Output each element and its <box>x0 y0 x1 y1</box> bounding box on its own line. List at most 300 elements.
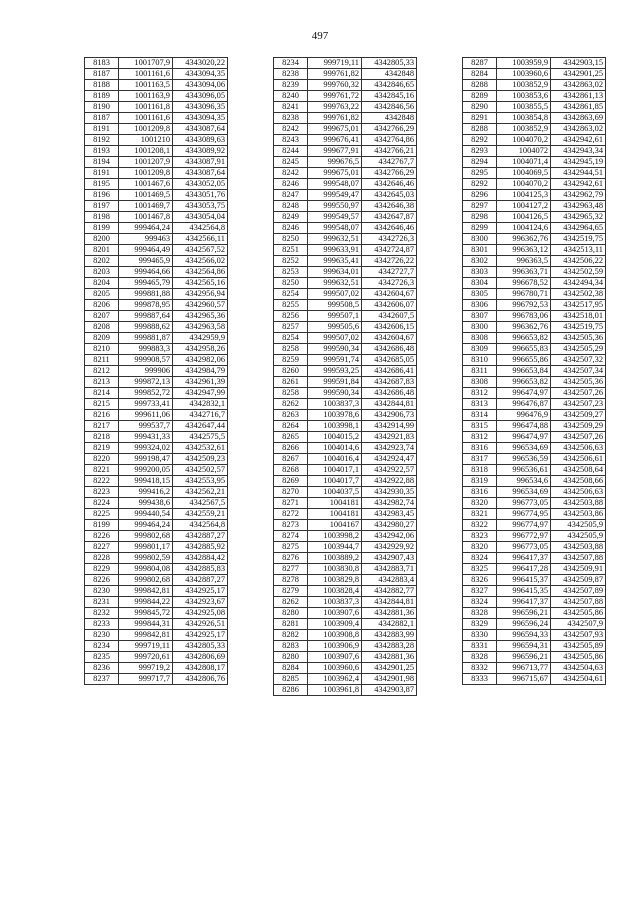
table-row <box>463 168 606 179</box>
y-coordinate-cell: 4342687,83 <box>362 377 417 388</box>
table-row <box>463 267 606 278</box>
table-row <box>274 465 417 476</box>
table-row <box>463 542 606 553</box>
x-coordinate-cell: 999719,2 <box>119 663 173 674</box>
point-number-cell: 8188 <box>85 80 119 91</box>
table-row <box>85 564 228 575</box>
point-number-cell: 8262 <box>274 597 308 608</box>
x-coordinate-cell: 999549,57 <box>308 212 362 223</box>
coordinates-table-1 <box>84 57 228 685</box>
y-coordinate-cell: 4342505,86 <box>551 608 606 619</box>
point-number-cell: 8318 <box>463 465 497 476</box>
y-coordinate-cell: 4342766,29 <box>362 124 417 135</box>
x-coordinate-cell: 1001707,9 <box>119 58 173 69</box>
table-row <box>463 520 606 531</box>
y-coordinate-cell: 4342926,51 <box>173 619 228 630</box>
x-coordinate-cell: 999883,3 <box>119 344 173 355</box>
x-coordinate-cell: 999675,01 <box>308 168 362 179</box>
x-coordinate-cell: 996415,37 <box>497 575 551 586</box>
x-coordinate-cell: 999440,54 <box>119 509 173 520</box>
table-row <box>463 586 606 597</box>
point-number-cell: 8197 <box>85 201 119 212</box>
y-coordinate-cell: 4342963,58 <box>173 322 228 333</box>
y-coordinate-cell: 4342517,95 <box>551 300 606 311</box>
y-coordinate-cell: 4342921,83 <box>362 432 417 443</box>
point-number-cell: 8314 <box>463 410 497 421</box>
y-coordinate-cell: 4342903,15 <box>551 58 606 69</box>
x-coordinate-cell: 1003908,8 <box>308 630 362 641</box>
x-coordinate-cell: 996774,97 <box>497 520 551 531</box>
table-row <box>274 531 417 542</box>
y-coordinate-cell: 4342686,48 <box>362 344 417 355</box>
point-number-cell: 8254 <box>274 289 308 300</box>
table-row <box>463 223 606 234</box>
point-number-cell: 8288 <box>463 80 497 91</box>
point-number-cell: 8249 <box>274 212 308 223</box>
x-coordinate-cell: 999719,11 <box>308 58 362 69</box>
point-number-cell: 8309 <box>463 344 497 355</box>
y-coordinate-cell: 4342724,87 <box>362 245 417 256</box>
table-row <box>274 432 417 443</box>
y-coordinate-cell: 4342507,32 <box>551 355 606 366</box>
y-coordinate-cell: 4342925,17 <box>173 630 228 641</box>
point-number-cell: 8308 <box>463 333 497 344</box>
table-row <box>463 663 606 674</box>
table-row <box>463 102 606 113</box>
table-row <box>274 355 417 366</box>
point-number-cell: 8198 <box>85 212 119 223</box>
point-number-cell: 8315 <box>463 421 497 432</box>
table-row <box>463 674 606 685</box>
y-coordinate-cell: 4342906,73 <box>362 410 417 421</box>
table-row <box>274 179 417 190</box>
point-number-cell: 8295 <box>463 168 497 179</box>
x-coordinate-cell: 999438,6 <box>119 498 173 509</box>
table-row <box>463 652 606 663</box>
point-number-cell: 8293 <box>463 146 497 157</box>
point-number-cell: 8262 <box>274 399 308 410</box>
y-coordinate-cell: 4342564,8 <box>173 223 228 234</box>
x-coordinate-cell: 999465,79 <box>119 278 173 289</box>
table-row <box>274 674 417 685</box>
point-number-cell: 8324 <box>463 553 497 564</box>
table-row <box>85 652 228 663</box>
x-coordinate-cell: 996596,24 <box>497 619 551 630</box>
y-coordinate-cell: 4342963,48 <box>551 201 606 212</box>
table-row <box>463 487 606 498</box>
point-number-cell: 8228 <box>85 553 119 564</box>
table-row <box>463 641 606 652</box>
x-coordinate-cell: 1003853,6 <box>497 91 551 102</box>
table-row <box>85 168 228 179</box>
table-row <box>85 575 228 586</box>
table-row <box>274 344 417 355</box>
y-coordinate-cell: 4342575,5 <box>173 432 228 443</box>
point-number-cell: 8290 <box>463 102 497 113</box>
point-number-cell: 8238 <box>274 69 308 80</box>
table-row <box>85 179 228 190</box>
table-row <box>463 124 606 135</box>
y-coordinate-cell: 4342507,34 <box>551 366 606 377</box>
point-number-cell: 8300 <box>463 322 497 333</box>
y-coordinate-cell: 4343052,05 <box>173 179 228 190</box>
y-coordinate-cell: 4342509,23 <box>173 454 228 465</box>
table-row <box>463 498 606 509</box>
y-coordinate-cell: 4342887,27 <box>173 531 228 542</box>
y-coordinate-cell: 4342844,81 <box>362 597 417 608</box>
x-coordinate-cell: 1004014,6 <box>308 443 362 454</box>
x-coordinate-cell: 999591,84 <box>308 377 362 388</box>
point-number-cell: 8199 <box>85 223 119 234</box>
y-coordinate-cell: 4342923,74 <box>362 443 417 454</box>
y-coordinate-cell: 4342914,99 <box>362 421 417 432</box>
y-coordinate-cell: 4342863,69 <box>551 113 606 124</box>
table-row <box>463 333 606 344</box>
point-number-cell: 8312 <box>463 432 497 443</box>
y-coordinate-cell: 4342508,66 <box>551 476 606 487</box>
x-coordinate-cell: 999878,95 <box>119 300 173 311</box>
table-row <box>85 91 228 102</box>
point-number-cell: 8303 <box>463 267 497 278</box>
table-row <box>85 267 228 278</box>
table-row <box>274 124 417 135</box>
table-row <box>463 91 606 102</box>
table-row <box>274 509 417 520</box>
point-number-cell: 8207 <box>85 311 119 322</box>
x-coordinate-cell: 996534,69 <box>497 443 551 454</box>
point-number-cell: 8281 <box>274 619 308 630</box>
point-number-cell: 8241 <box>274 102 308 113</box>
point-number-cell: 8232 <box>85 608 119 619</box>
point-number-cell: 8320 <box>463 542 497 553</box>
x-coordinate-cell: 999418,15 <box>119 476 173 487</box>
y-coordinate-cell: 4342883,28 <box>362 641 417 652</box>
x-coordinate-cell: 1003852,9 <box>497 124 551 135</box>
x-coordinate-cell: 1001209,8 <box>119 168 173 179</box>
table-row <box>85 520 228 531</box>
y-coordinate-cell: 4343053,75 <box>173 201 228 212</box>
point-number-cell: 8280 <box>274 608 308 619</box>
table-row <box>85 465 228 476</box>
y-coordinate-cell: 4342806,69 <box>173 652 228 663</box>
point-number-cell: 8242 <box>274 124 308 135</box>
point-number-cell: 8233 <box>85 619 119 630</box>
y-coordinate-cell: 4342958,26 <box>173 344 228 355</box>
point-number-cell: 8279 <box>274 586 308 597</box>
y-coordinate-cell: 4342960,57 <box>173 300 228 311</box>
table-row <box>463 212 606 223</box>
table-row <box>274 223 417 234</box>
x-coordinate-cell: 999464,49 <box>119 245 173 256</box>
point-number-cell: 8284 <box>463 69 497 80</box>
table-row <box>85 410 228 421</box>
table-row <box>85 212 228 223</box>
y-coordinate-cell: 4342503,86 <box>551 509 606 520</box>
point-number-cell: 8302 <box>463 256 497 267</box>
y-coordinate-cell: 4342564,86 <box>173 267 228 278</box>
x-coordinate-cell: 996474,97 <box>497 388 551 399</box>
point-number-cell: 8244 <box>274 146 308 157</box>
table-row <box>463 245 606 256</box>
x-coordinate-cell: 996653,82 <box>497 333 551 344</box>
x-coordinate-cell: 996363,5 <box>497 256 551 267</box>
x-coordinate-cell: 1004069,5 <box>497 168 551 179</box>
table-row <box>85 443 228 454</box>
table-row <box>85 344 228 355</box>
table-row <box>274 619 417 630</box>
point-number-cell: 8194 <box>85 157 119 168</box>
x-coordinate-cell: 999802,59 <box>119 553 173 564</box>
point-number-cell: 8239 <box>274 80 308 91</box>
point-number-cell: 8270 <box>274 487 308 498</box>
table-row <box>463 146 606 157</box>
y-coordinate-cell: 4342565,16 <box>173 278 228 289</box>
point-number-cell: 8307 <box>463 311 497 322</box>
x-coordinate-cell: 999801,17 <box>119 542 173 553</box>
y-coordinate-cell: 4342943,34 <box>551 146 606 157</box>
y-coordinate-cell: 4342502,57 <box>173 465 228 476</box>
point-number-cell: 8265 <box>274 432 308 443</box>
y-coordinate-cell: 4342513,11 <box>551 245 606 256</box>
y-coordinate-cell: 4342959,9 <box>173 333 228 344</box>
x-coordinate-cell: 999590,34 <box>308 344 362 355</box>
x-coordinate-cell: 1004070,2 <box>497 179 551 190</box>
y-coordinate-cell: 4342505,9 <box>551 531 606 542</box>
point-number-cell: 8294 <box>463 157 497 168</box>
table-row <box>274 410 417 421</box>
x-coordinate-cell: 999804,08 <box>119 564 173 575</box>
table-row <box>274 322 417 333</box>
table-row <box>463 465 606 476</box>
point-number-cell: 8321 <box>463 509 497 520</box>
table-row <box>85 256 228 267</box>
point-number-cell: 8312 <box>463 388 497 399</box>
table-row <box>274 498 417 509</box>
x-coordinate-cell: 999717,7 <box>119 674 173 685</box>
point-number-cell: 8202 <box>85 256 119 267</box>
x-coordinate-cell: 1001161,6 <box>119 69 173 80</box>
point-number-cell: 8252 <box>274 256 308 267</box>
x-coordinate-cell: 996653,82 <box>497 377 551 388</box>
point-number-cell: 8299 <box>463 223 497 234</box>
y-coordinate-cell: 4342646,46 <box>362 223 417 234</box>
table-row <box>274 388 417 399</box>
table-row <box>85 135 228 146</box>
x-coordinate-cell: 999591,74 <box>308 355 362 366</box>
x-coordinate-cell: 996476,9 <box>497 410 551 421</box>
point-number-cell: 8234 <box>274 58 308 69</box>
y-coordinate-cell: 4342505,36 <box>551 377 606 388</box>
y-coordinate-cell: 4343087,91 <box>173 157 228 168</box>
x-coordinate-cell: 996536,61 <box>497 465 551 476</box>
x-coordinate-cell: 999593,25 <box>308 366 362 377</box>
y-coordinate-cell: 4342944,51 <box>551 168 606 179</box>
point-number-cell: 8235 <box>85 652 119 663</box>
point-number-cell: 8273 <box>274 520 308 531</box>
x-coordinate-cell: 996773,05 <box>497 542 551 553</box>
table-row <box>274 597 417 608</box>
x-coordinate-cell: 999431,33 <box>119 432 173 443</box>
table-row <box>85 421 228 432</box>
table-row <box>274 652 417 663</box>
y-coordinate-cell: 4342604,67 <box>362 289 417 300</box>
x-coordinate-cell: 999676,5 <box>308 157 362 168</box>
point-number-cell: 8327 <box>463 586 497 597</box>
x-coordinate-cell: 1004016,4 <box>308 454 362 465</box>
x-coordinate-cell: 1003906,9 <box>308 641 362 652</box>
table-row <box>85 58 228 69</box>
table-row <box>463 344 606 355</box>
point-number-cell: 8236 <box>85 663 119 674</box>
y-coordinate-cell: 4342922,88 <box>362 476 417 487</box>
y-coordinate-cell: 4342505,89 <box>551 641 606 652</box>
y-coordinate-cell: 4343087,64 <box>173 124 228 135</box>
y-coordinate-cell: 4342983,45 <box>362 509 417 520</box>
table-row <box>85 245 228 256</box>
table-row <box>85 234 228 245</box>
table-row <box>274 564 417 575</box>
y-coordinate-cell: 4342726,3 <box>362 234 417 245</box>
y-coordinate-cell: 4342805,33 <box>362 58 417 69</box>
x-coordinate-cell: 999549,47 <box>308 190 362 201</box>
x-coordinate-cell: 996596,21 <box>497 608 551 619</box>
point-number-cell: 8329 <box>463 619 497 630</box>
table-row <box>85 113 228 124</box>
table-row <box>463 179 606 190</box>
x-coordinate-cell: 1004071,4 <box>497 157 551 168</box>
y-coordinate-cell: 4342848 <box>362 113 417 124</box>
point-number-cell: 8313 <box>463 399 497 410</box>
point-number-cell: 8211 <box>85 355 119 366</box>
x-coordinate-cell: 996596,21 <box>497 652 551 663</box>
point-number-cell: 8206 <box>85 300 119 311</box>
x-coordinate-cell: 996474,88 <box>497 421 551 432</box>
x-coordinate-cell: 999733,41 <box>119 399 173 410</box>
y-coordinate-cell: 4342553,95 <box>173 476 228 487</box>
table-row <box>463 289 606 300</box>
page-number: 497 <box>311 30 329 42</box>
point-number-cell: 8263 <box>274 410 308 421</box>
table-row <box>463 421 606 432</box>
y-coordinate-cell: 4342846,56 <box>362 102 417 113</box>
x-coordinate-cell: 999550,97 <box>308 201 362 212</box>
table-row <box>274 443 417 454</box>
table-row <box>274 190 417 201</box>
point-number-cell: 8191 <box>85 124 119 135</box>
point-number-cell: 8218 <box>85 432 119 443</box>
x-coordinate-cell: 1003837,3 <box>308 399 362 410</box>
x-coordinate-cell: 999842,81 <box>119 586 173 597</box>
point-number-cell: 8283 <box>274 641 308 652</box>
point-number-cell: 8193 <box>85 146 119 157</box>
x-coordinate-cell: 999881,87 <box>119 333 173 344</box>
x-coordinate-cell: 999464,24 <box>119 520 173 531</box>
table-row <box>463 201 606 212</box>
x-coordinate-cell: 996715,67 <box>497 674 551 685</box>
point-number-cell: 8230 <box>85 630 119 641</box>
point-number-cell: 8243 <box>274 135 308 146</box>
point-number-cell: 8323 <box>463 531 497 542</box>
table-row <box>85 355 228 366</box>
y-coordinate-cell: 4342901,25 <box>362 663 417 674</box>
point-number-cell: 8284 <box>274 663 308 674</box>
point-number-cell: 8305 <box>463 289 497 300</box>
point-number-cell: 8274 <box>274 531 308 542</box>
y-coordinate-cell: 4342885,83 <box>173 564 228 575</box>
point-number-cell: 8271 <box>274 498 308 509</box>
x-coordinate-cell: 1001208,1 <box>119 146 173 157</box>
x-coordinate-cell: 999675,01 <box>308 124 362 135</box>
point-number-cell: 8183 <box>85 58 119 69</box>
y-coordinate-cell: 4342942,06 <box>362 531 417 542</box>
point-number-cell: 8225 <box>85 509 119 520</box>
table-row <box>274 245 417 256</box>
x-coordinate-cell: 1004181 <box>308 509 362 520</box>
y-coordinate-cell: 4343096,05 <box>173 91 228 102</box>
y-coordinate-cell: 4342505,9 <box>551 520 606 531</box>
y-coordinate-cell: 4342766,21 <box>362 146 417 157</box>
point-number-cell: 8250 <box>274 278 308 289</box>
x-coordinate-cell: 999507,1 <box>308 311 362 322</box>
y-coordinate-cell: 4342964,65 <box>551 223 606 234</box>
table-row <box>274 80 417 91</box>
x-coordinate-cell: 999507,02 <box>308 289 362 300</box>
point-number-cell: 8286 <box>274 685 308 696</box>
point-number-cell: 8287 <box>463 58 497 69</box>
x-coordinate-cell: 1004017,1 <box>308 465 362 476</box>
point-number-cell: 8259 <box>274 355 308 366</box>
x-coordinate-cell: 1004167 <box>308 520 362 531</box>
point-number-cell: 8226 <box>85 575 119 586</box>
x-coordinate-cell: 1001467,8 <box>119 212 173 223</box>
x-coordinate-cell: 996774,95 <box>497 509 551 520</box>
x-coordinate-cell: 1004126,5 <box>497 212 551 223</box>
table-row <box>85 69 228 80</box>
point-number-cell: 8272 <box>274 509 308 520</box>
y-coordinate-cell: 4342930,35 <box>362 487 417 498</box>
x-coordinate-cell: 996363,71 <box>497 267 551 278</box>
x-coordinate-cell: 996476,87 <box>497 399 551 410</box>
y-coordinate-cell: 4342504,63 <box>551 663 606 674</box>
table-row <box>85 146 228 157</box>
x-coordinate-cell: 1003830,8 <box>308 564 362 575</box>
point-number-cell: 8276 <box>274 553 308 564</box>
table-row <box>274 333 417 344</box>
x-coordinate-cell: 999537,7 <box>119 421 173 432</box>
point-number-cell: 8292 <box>463 135 497 146</box>
y-coordinate-cell: 4343089,92 <box>173 146 228 157</box>
x-coordinate-cell: 1001163,9 <box>119 91 173 102</box>
y-coordinate-cell: 4342505,86 <box>551 652 606 663</box>
y-coordinate-cell: 4342863,02 <box>551 124 606 135</box>
y-coordinate-cell: 4342965,32 <box>551 212 606 223</box>
y-coordinate-cell: 4342726,3 <box>362 278 417 289</box>
x-coordinate-cell: 999548,07 <box>308 223 362 234</box>
y-coordinate-cell: 4342980,27 <box>362 520 417 531</box>
point-number-cell: 8219 <box>85 443 119 454</box>
y-coordinate-cell: 4342505,36 <box>551 333 606 344</box>
table-row <box>463 311 606 322</box>
y-coordinate-cell: 4342519,75 <box>551 234 606 245</box>
x-coordinate-cell: 996536,59 <box>497 454 551 465</box>
point-number-cell: 8278 <box>274 575 308 586</box>
point-number-cell: 8258 <box>274 344 308 355</box>
y-coordinate-cell: 4342506,22 <box>551 256 606 267</box>
table-row <box>274 168 417 179</box>
x-coordinate-cell: 1003998,1 <box>308 421 362 432</box>
point-number-cell: 8288 <box>463 124 497 135</box>
table-row <box>463 443 606 454</box>
